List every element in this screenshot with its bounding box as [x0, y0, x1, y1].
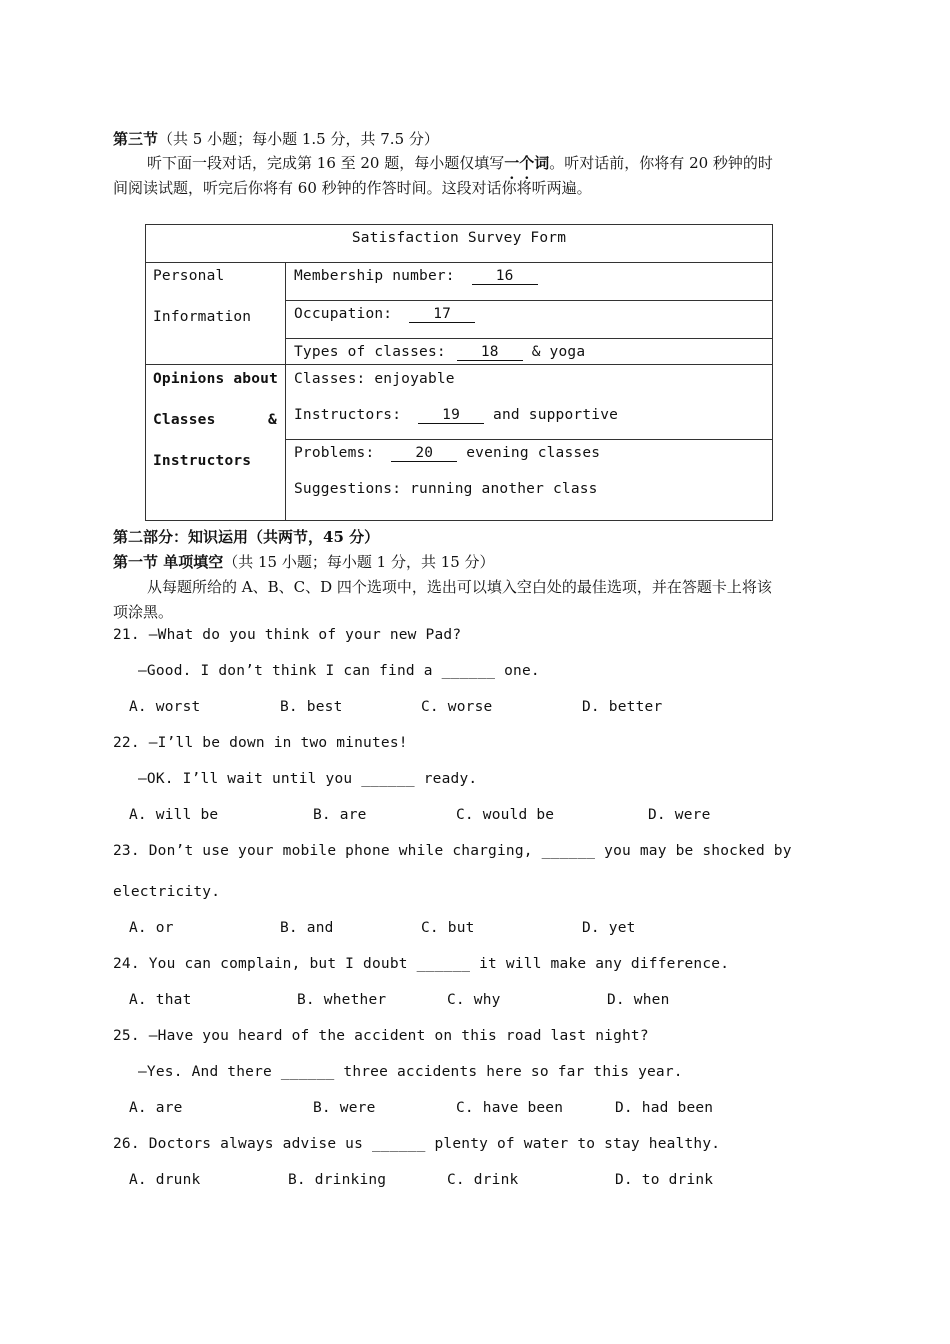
table-divider [285, 439, 773, 440]
instructors-label: Instructors [153, 453, 252, 469]
membership-row [294, 268, 538, 285]
question-24-stem: 24. You can complain, but I doubt ______ it will make any difference. [113, 956, 730, 972]
section1-title: 第一节 单项填空 [113, 553, 224, 571]
section3-heading-bold: 第三节 [113, 130, 159, 148]
problems-suffix: evening classes [466, 445, 601, 461]
blank-18: 18 [457, 345, 523, 361]
section1-rest: （共 15 小题；每小题 1 分，共 15 分） [223, 553, 495, 571]
q23-option-a[interactable]: A. or [129, 920, 174, 936]
question-26-stem: 26. Doctors always advise us ______ plenty of water to stay healthy. [113, 1136, 721, 1152]
q24-option-a[interactable]: A. that [129, 992, 192, 1008]
q26-option-d[interactable]: D. to drink [615, 1172, 714, 1188]
question-25-stem: 25. —Have you heard of the accident on this road last night? [113, 1028, 649, 1044]
personal-label: Personal [153, 268, 225, 284]
information-label: Information [153, 309, 252, 325]
emphasis-char: 一 [504, 154, 520, 172]
q22-option-d[interactable]: D. were [648, 807, 711, 823]
table-divider [145, 364, 773, 365]
q26-option-a[interactable]: A. drunk [129, 1172, 201, 1188]
part2-instruction-line2: 项涂黑。 [113, 603, 174, 621]
table-divider [285, 300, 773, 301]
question-21-reply: —Good. I don’t think I can find a ______ one. [138, 663, 540, 679]
ampersand-label: & [268, 412, 277, 428]
q22-option-c[interactable]: C. would be [456, 807, 555, 823]
survey-title: Satisfaction Survey Form [351, 230, 567, 246]
question-22-reply: —OK. I’ll wait until you ______ ready. [138, 771, 478, 787]
question-23-stem: 23. Don’t use your mobile phone while charging, ______ you may be shocked by [113, 843, 792, 859]
instructors-field-label: Instructors: [294, 407, 402, 423]
instructors-row [294, 407, 618, 424]
emphasis-char: 个 [519, 154, 535, 172]
part2-heading: 第二部分：知识运用（共两节，45 分） [113, 528, 380, 546]
blank-19: 19 [418, 408, 484, 424]
q25-option-b[interactable]: B. were [313, 1100, 376, 1116]
q23-option-d[interactable]: D. yet [582, 920, 636, 936]
q26-option-c[interactable]: C. drink [447, 1172, 519, 1188]
table-divider [285, 338, 773, 339]
q24-option-c[interactable]: C. why [447, 992, 501, 1008]
q23-option-c[interactable]: C. but [421, 920, 475, 936]
section3-heading [113, 128, 439, 149]
part2-instruction-line1: 从每题所给的 A、B、C、D 四个选项中，选出可以填入空白处的最佳选项，并在答题卡上将该 [147, 578, 772, 596]
q25-option-d[interactable]: D. had been [615, 1100, 714, 1116]
blank-20: 20 [391, 446, 457, 462]
question-23-continuation: electricity. [113, 884, 221, 900]
q25-option-a[interactable]: A. are [129, 1100, 183, 1116]
q21-option-a[interactable]: A. worst [129, 699, 201, 715]
table-column-divider [285, 262, 286, 521]
q24-option-b[interactable]: B. whether [297, 992, 387, 1008]
instruction-text: 。听对话前，你将有 20 秒钟的时 [549, 154, 773, 172]
table-divider [145, 262, 773, 263]
section3-heading-rest: （共 5 小题；每小题 1.5 分，共 7.5 分） [158, 130, 439, 148]
section3-instruction-line2: 间阅读试题，听完后你将有 60 秒钟的作答时间。这段对话你将听两遍。 [113, 179, 592, 197]
types-row [294, 344, 585, 361]
q22-option-a[interactable]: A. will be [129, 807, 219, 823]
q21-option-c[interactable]: C. worse [421, 699, 493, 715]
question-22-stem: 22. —I’ll be down in two minutes! [113, 735, 408, 751]
occupation-label: Occupation: [294, 306, 393, 322]
part2-section1-heading [113, 551, 495, 572]
instruction-text: 听下面一段对话，完成第 16 至 20 题，每小题仅填写 [147, 154, 505, 172]
q21-option-d[interactable]: D. better [582, 699, 663, 715]
question-25-reply: —Yes. And there ______ three accidents here so far this year. [138, 1064, 683, 1080]
opinions-label: Opinions about [153, 371, 279, 387]
occupation-row [294, 306, 475, 323]
q22-option-b[interactable]: B. are [313, 807, 367, 823]
q23-option-b[interactable]: B. and [280, 920, 334, 936]
membership-label: Membership number: [294, 268, 455, 284]
blank-17: 17 [409, 307, 475, 323]
emphasis-char: 词 [534, 154, 550, 172]
q21-option-b[interactable]: B. best [280, 699, 343, 715]
section3-instruction-line1 [147, 152, 773, 173]
question-21-stem: 21. —What do you think of your new Pad? [113, 627, 462, 643]
types-label: Types of classes: [294, 344, 446, 360]
problems-label: Problems: [294, 445, 375, 461]
q25-option-c[interactable]: C. have been [456, 1100, 564, 1116]
problems-row [294, 445, 600, 462]
instructors-suffix: and supportive [493, 407, 619, 423]
blank-16: 16 [472, 269, 538, 285]
classes-label: Classes [153, 412, 216, 428]
classes-row: Classes: enjoyable [294, 371, 455, 387]
q24-option-d[interactable]: D. when [607, 992, 670, 1008]
types-suffix: & yoga [531, 344, 586, 360]
suggestions-row: Suggestions: running another class [294, 481, 598, 497]
q26-option-b[interactable]: B. drinking [288, 1172, 387, 1188]
